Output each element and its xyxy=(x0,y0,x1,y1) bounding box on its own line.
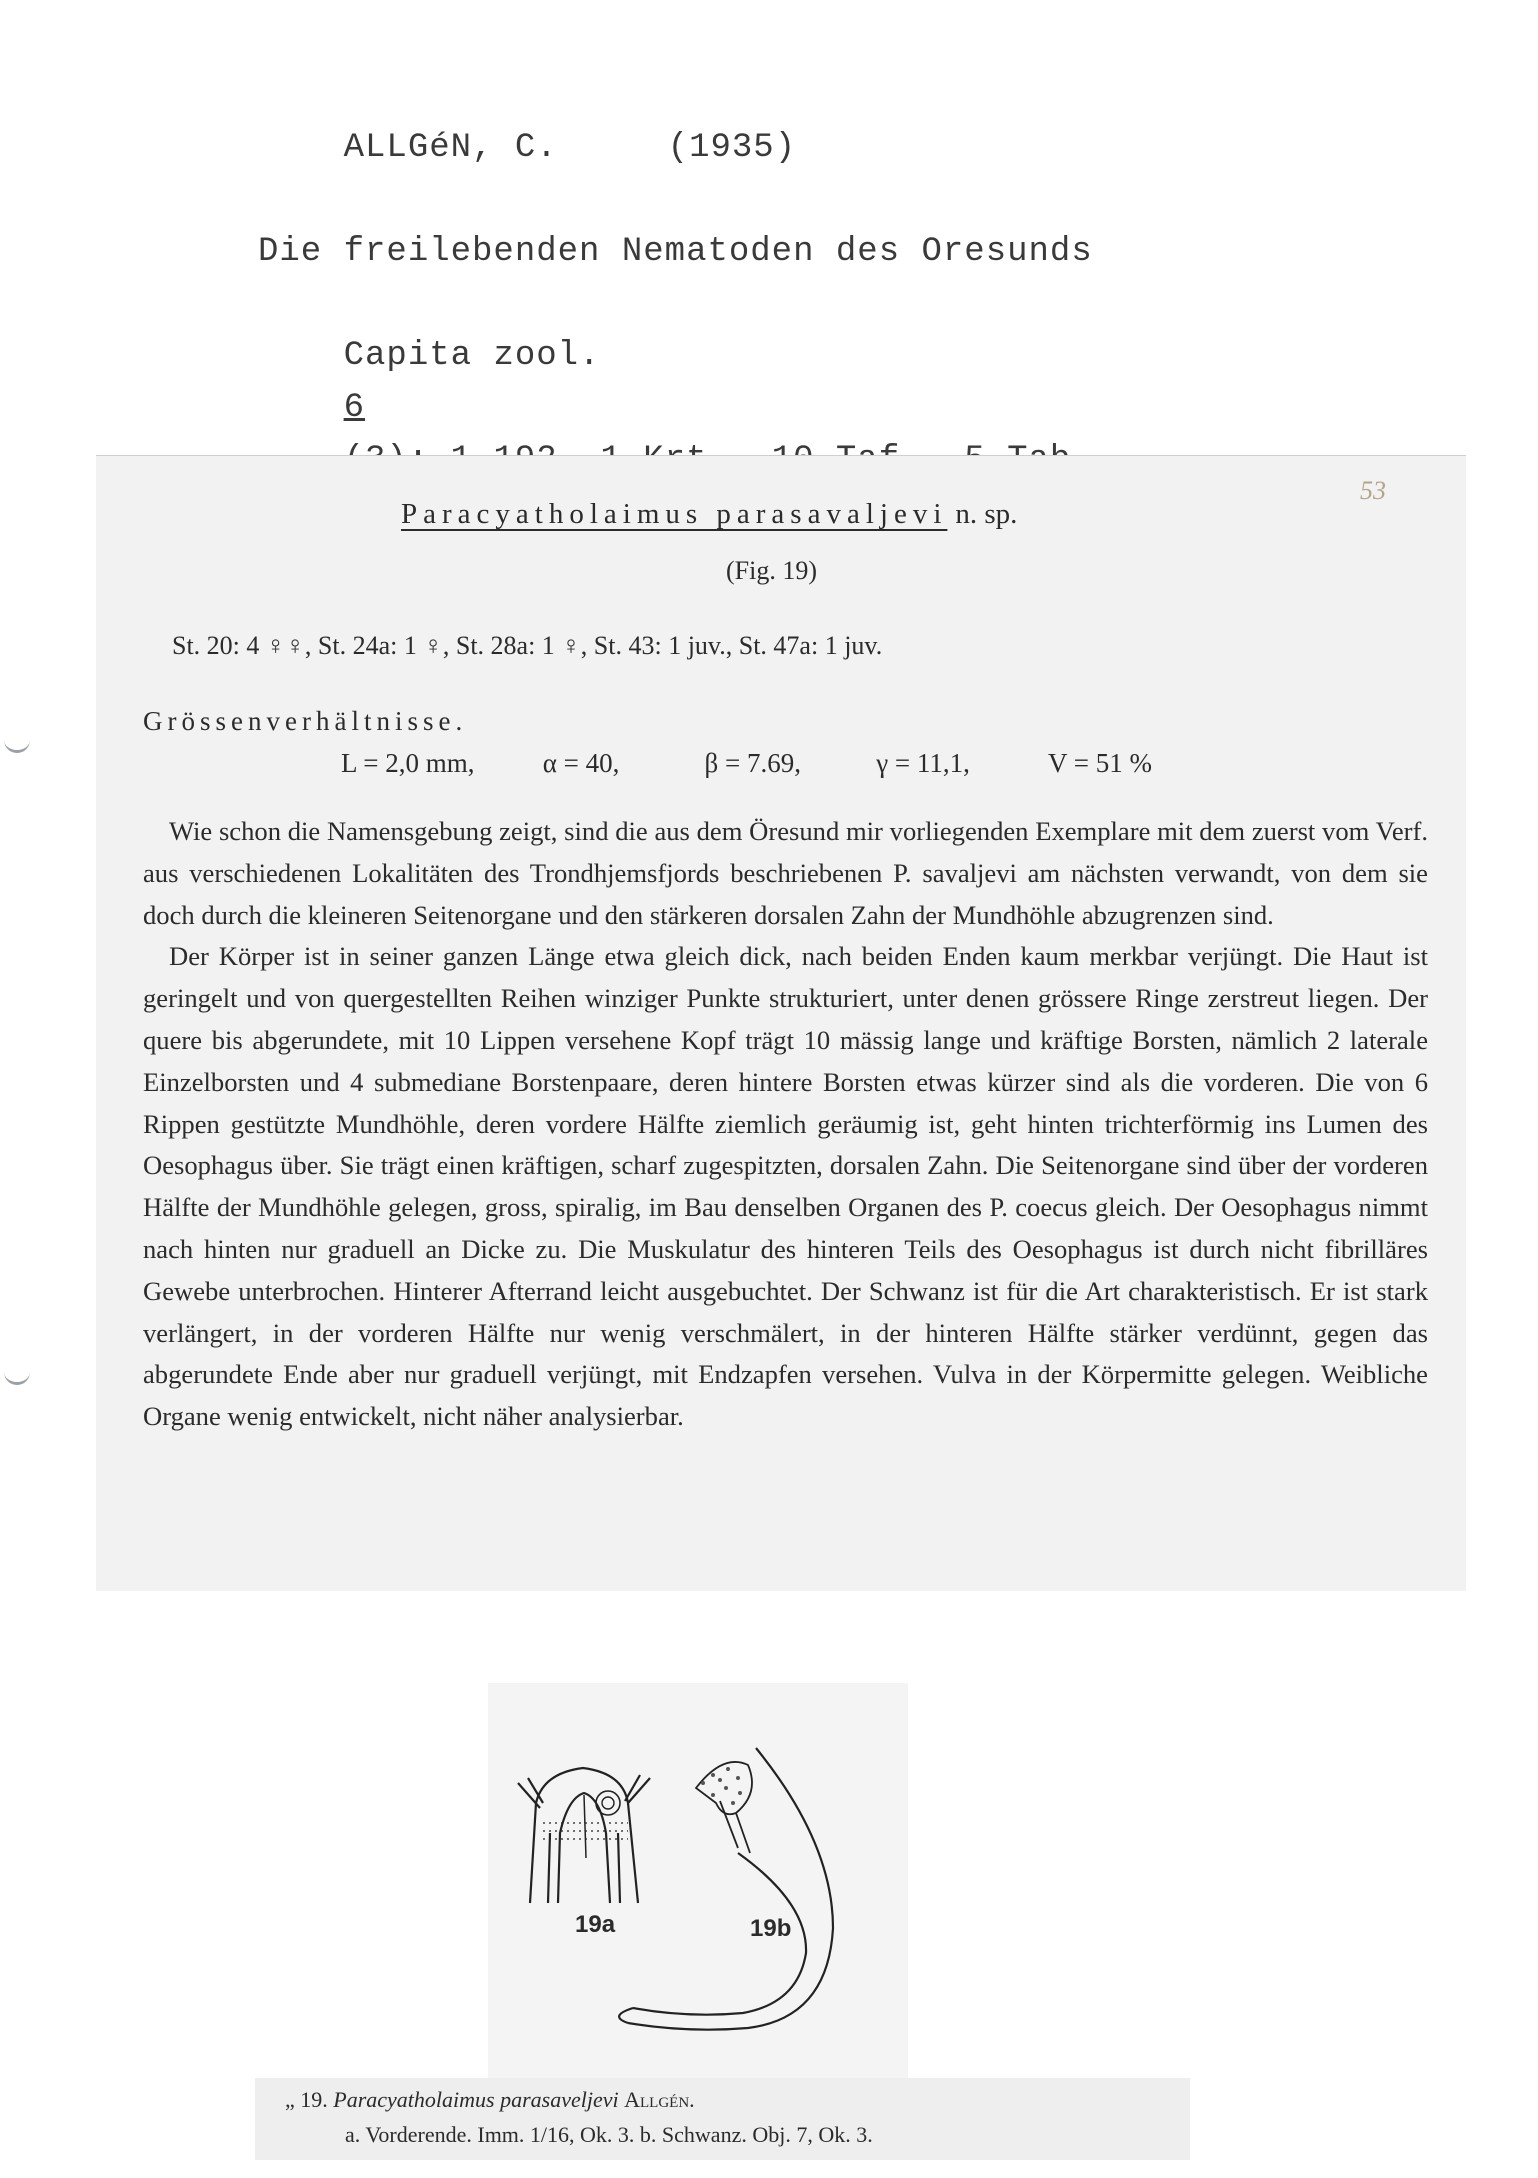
caption-details: a. Vorderende. Imm. 1/16, Ok. 3. b. Schwanz. Obj. 7, Ok. 3. xyxy=(345,2122,873,2147)
figure-label-a: 19a xyxy=(575,1911,616,1938)
stations-line: St. 20: 4 ♀♀, St. 24a: 1 ♀, St. 28a: 1 ♀, St. 43: 1 juv., St. 47a: 1 juv. xyxy=(172,631,883,660)
paragraph: Der Körper ist in seiner ganzen Länge etwa gleich dick, nach beiden Enden kaum merkbar verjüngt. Die Haut ist geringelt und von quergestellten Reihen winziger Punkte strukturiert, unter denen grössere Ringe zerstreut liegen. Der quere bis abgerundete, mit 10 Lippen versehene Kopf trägt 10 mässig lange und kräftige Borsten, nämlich 2 laterale Einzelborsten und 4 submediane Borstenpaare, deren hintere Borsten etwas kürzer sind als die vorderen. Die von 6 Rippen gestützte Mundhöhle, deren vordere Hälfte ziemlich geräumig ist, geht hinten trichterförmig ins Lumen des Oesophagus über. Sie trägt einen kräftigen, scharf zugespitzten, dorsalen Zahn. Die Seitenorgane sind über der vorderen Hälfte der Mundhöhle gelegen, gross, spiralig, im Bau denselben Organen des P. coecus gleich. Der Oesophagus nimmt nach hinten nur graduell an Dicke zu. Die Muskulatur des hinteren Teils des Oesophagus ist durch nicht fibrilläres Gewebe unterbrochen. Hinterer Afterrand leicht ausgebuchtet. Der Schwanz ist für die Art charakteristisch. Er ist stark verlängert, in der vorderen Hälfte nur wenig verschmälert, in der hinteren Hälfte stärker verdünnt, gegen das abgerundete Ende aber nur graduell verjüngt, mit Endzapfen versehen. Vulva in der Körpermitte gelegen. Weibliche Organe wenig entwickelt, nicht näher analysierbar. xyxy=(143,941,1428,1432)
measure-alpha: α = 40, xyxy=(542,748,620,778)
figure-caption xyxy=(255,2078,1190,2160)
figure-reference: (Fig. 19) xyxy=(726,556,817,585)
volume: 6 xyxy=(343,389,366,427)
size-heading: Grössenverhältnisse. xyxy=(143,706,468,736)
caption-author: Allgén. xyxy=(624,2087,695,2112)
species-name: Paracyatholaimus parasavaljevi xyxy=(401,498,948,530)
year: (1935) xyxy=(667,129,797,167)
punch-mark xyxy=(4,1372,30,1385)
measure-gamma: γ = 11,1, xyxy=(876,748,970,778)
description-text xyxy=(143,811,1428,1438)
paragraph: Wie schon die Namensgebung zeigt, sind die aus dem Öresund mir vorliegenden Exemplare mit dem zuerst vom Verf. aus verschiedenen Lokalitäten des Trondhjemsfjords beschriebenen P. savaljevi am nächsten verwandt, von dem sie doch durch die kleineren Seitenorgane und den stärkeren dorsalen Zahn der Mundhöhle abzugrenzen sind. xyxy=(143,816,1428,930)
work-title: Die freilebenden Nematoden des Oresunds xyxy=(258,233,1093,271)
figure-label-b: 19b xyxy=(750,1915,792,1942)
author: ALLGéN, C. xyxy=(343,129,558,167)
nematode-drawing xyxy=(488,1683,908,2083)
caption-number: „ 19. xyxy=(285,2087,328,2112)
measure-beta: β = 7.69, xyxy=(704,748,801,778)
measure-length: L = 2,0 mm, xyxy=(341,748,475,778)
caption-species: Paracyatholaimus parasaveljevi xyxy=(333,2087,619,2112)
new-species-mark: n. sp. xyxy=(955,498,1018,530)
measurements xyxy=(341,748,1341,779)
measure-vulva: V = 51 % xyxy=(1048,748,1152,778)
journal: Capita zool. xyxy=(343,337,601,375)
page-mark: 53 xyxy=(1360,476,1386,505)
punch-mark xyxy=(4,740,30,753)
article-clipping xyxy=(96,455,1466,1591)
figure-19 xyxy=(488,1683,908,2083)
species-heading xyxy=(401,498,1017,531)
